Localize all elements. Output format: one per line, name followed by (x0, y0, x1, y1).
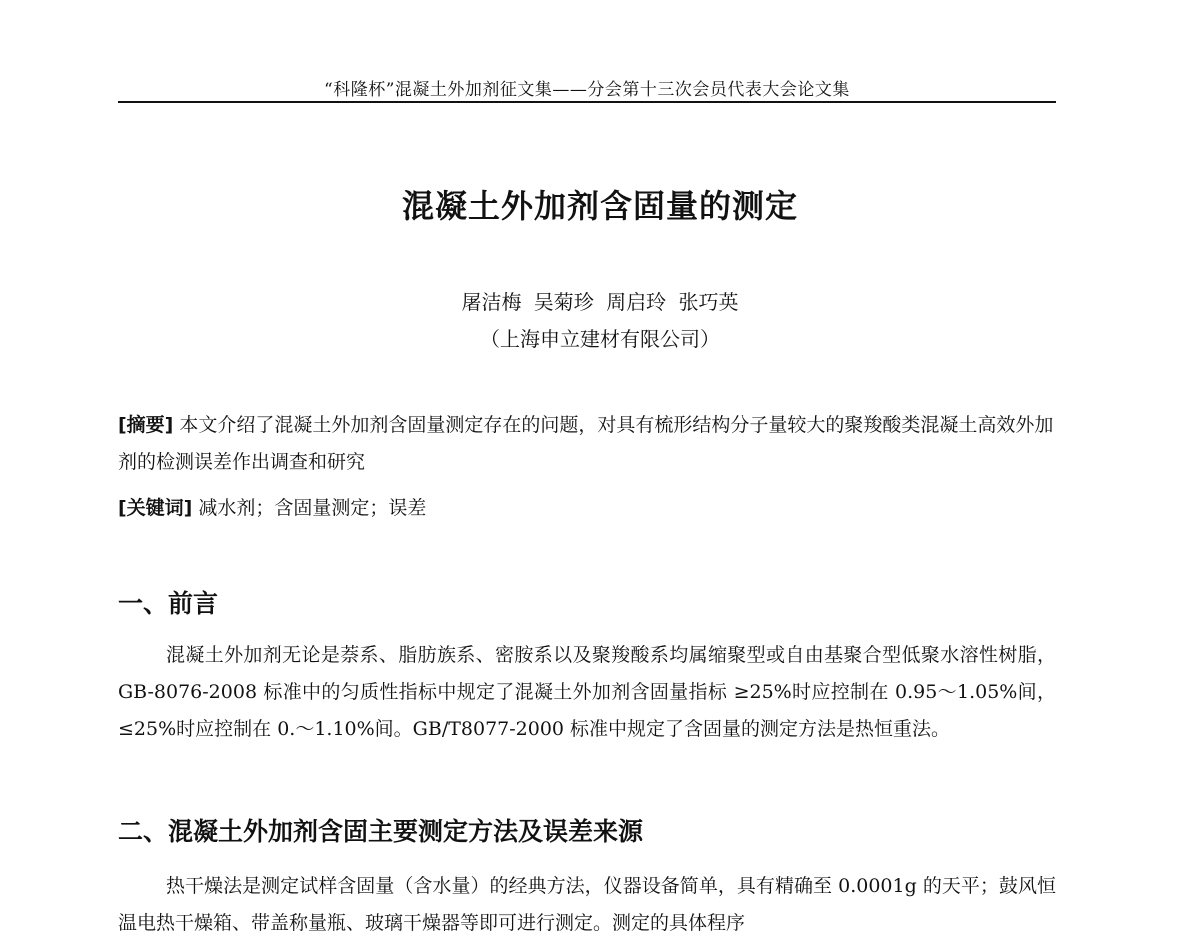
running-header: “科隆杯”混凝土外加剂征文集——分会第十三次会员代表大会论文集 (324, 80, 850, 100)
keywords-label: [关键词] (118, 497, 193, 519)
keywords (118, 490, 1056, 527)
paper-title: 混凝土外加剂含固量的测定 (401, 187, 798, 225)
keywords-text: 减水剂；含固量测定；误差 (198, 497, 427, 519)
section-paragraph-methods: 热干燥法是测定试样含固量（含水量）的经典方法，仪器设备简单，具有精确至 0.0001g 的天平；鼓风恒温电热干燥箱、带盖称量瓶、玻璃干燥器等即可进行测定。测定的具体程序 (118, 875, 1056, 934)
section-heading-methods: 二、混凝土外加剂含固主要测定方法及误差来源 (118, 817, 644, 846)
section-heading-introduction: 一、前言 (118, 589, 219, 618)
section-paragraph-introduction: 混凝土外加剂无论是萘系、脂肪族系、密胺系以及聚羧酸系均属缩聚型或自由基聚合型低聚水溶性树脂，GB-8076-2008 标准中的匀质性指标中规定了混凝土外加剂含固量指标 ≥25%时应控制在 0.95～1.05%间，≤25%时应控制在 0.～1.10%间。GB/T8077-2000 标准中规定了含固量的测定方法是热恒重法。 (118, 644, 1056, 740)
abstract-text: 本文介绍了混凝土外加剂含固量测定存在的问题，对具有梳形结构分子量较大的聚羧酸类混凝土高效外加剂的检测误差作出调查和研究 (118, 414, 1054, 473)
abstract (118, 407, 1056, 481)
abstract-label: [摘要] (118, 414, 174, 436)
header-rule (118, 101, 1056, 103)
paper-affiliation: （上海申立建材有限公司） (480, 327, 720, 351)
paper-authors: 屠洁梅 吴菊珍 周启玲 张巧英 (461, 290, 739, 314)
